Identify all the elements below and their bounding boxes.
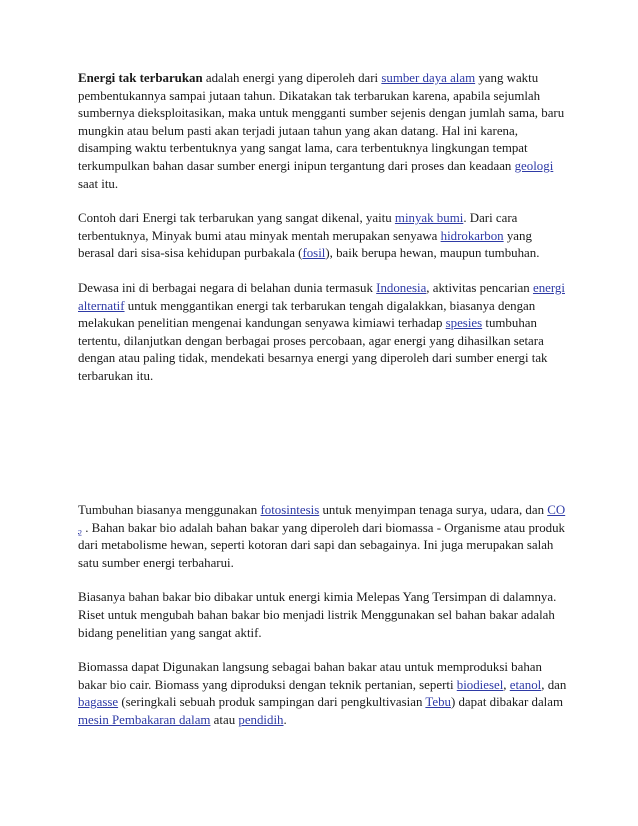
- text: untuk menggantikan energi tak terbarukan tengah digalakkan, biasanya dengan melakukan penelitian mengenai kandungan senyawa kimiawi terhadap: [78, 298, 536, 331]
- text: tumbuhan tertentu, dilanjutkan dengan berbagai proses percobaan, agar energi yang dihasilkan setara dengan atau paling tidak, mendekati besarnya energi yang diperoleh dari sumber energi tak terbarukan itu.: [78, 316, 548, 383]
- text: Biasanya bahan bakar bio dibakar untuk energi kimia Melepas Yang Tersimpan di dalamnya. Riset untuk mengubah bahan bakar bio menjadi listrik Menggunakan sel bahan bakar adalah bidang penelitian yang sangat aktif.: [78, 590, 557, 640]
- link-mesin-pembakaran-dalam[interactable]: mesin Pembakaran dalam: [78, 712, 211, 727]
- text: atau: [210, 712, 239, 727]
- text: Tumbuhan biasanya menggunakan: [78, 503, 261, 517]
- text: Contoh dari Energi tak terbarukan yang sangat dikenal, yaitu: [78, 211, 395, 226]
- paragraph-photosynthesis: [78, 502, 568, 572]
- link-indonesia[interactable]: Indonesia: [376, 280, 427, 295]
- co2-subscript: 2: [78, 528, 82, 538]
- text: saat itu.: [78, 176, 119, 191]
- link-energi-alternatif[interactable]: energi alternatif: [78, 280, 565, 313]
- paragraph-definition: [78, 70, 568, 193]
- text: . Dari cara terbentuknya, Minyak bumi atau minyak mentah merupakan senyawa: [78, 211, 518, 243]
- paragraph-biofuel: [78, 589, 568, 642]
- text: (seringkali sebuah produk sampingan dari pengkultivasian: [118, 695, 426, 710]
- link-geologi[interactable]: geologi: [514, 158, 554, 173]
- link-spesies[interactable]: spesies: [445, 316, 483, 331]
- text: , dan: [541, 677, 567, 692]
- text: untuk menyimpan tenaga surya, udara, dan: [319, 503, 548, 517]
- text: yang berasal dari sisa-sisa kehidupan purbakala (: [78, 228, 532, 261]
- bold-term: Energi tak terbarukan: [78, 71, 203, 85]
- link-hidrokarbon[interactable]: hidrokarbon: [440, 228, 504, 243]
- paragraph-example: [78, 210, 568, 263]
- document-upper-section: [78, 70, 568, 403]
- text: Biomassa dapat Digunakan langsung sebagai bahan bakar atau untuk memproduksi bahan bakar bio cair. Biomass yang diproduksi dengan teknik pertanian, seperti: [78, 660, 542, 692]
- link-tebu[interactable]: Tebu: [425, 695, 451, 710]
- link-fosil[interactable]: fosil: [302, 246, 326, 261]
- text: , aktivitas pencarian: [426, 280, 533, 295]
- link-sumber-daya-alam[interactable]: sumber daya alam: [381, 71, 476, 85]
- co-text: CO: [547, 503, 566, 517]
- link-bagasse[interactable]: bagasse: [78, 695, 119, 710]
- paragraph-alternative: [78, 280, 568, 386]
- text: ) dapat dibakar dalam: [450, 695, 563, 710]
- text: . Bahan bakar bio adalah bahan bakar yang diperoleh dari biomassa - Organisme atau produk dari metabolisme hewan, seperti kotoran dari sapi dan sebagainya. Ini juga merupakan salah satu sumber energi terbaharui.: [78, 520, 565, 570]
- text: Dewasa ini di berbagai negara di belahan dunia termasuk: [78, 280, 377, 295]
- paragraph-biomass: [78, 659, 568, 729]
- link-minyak-bumi[interactable]: minyak bumi: [394, 211, 464, 226]
- link-fotosintesis[interactable]: fotosintesis: [260, 503, 320, 517]
- text: adalah energi yang diperoleh dari: [202, 71, 382, 85]
- document-lower-section: [78, 502, 568, 747]
- link-etanol[interactable]: etanol: [509, 677, 542, 692]
- text: ), baik berupa hewan, maupun tumbuhan.: [325, 246, 540, 261]
- text: .: [283, 712, 287, 727]
- text: ,: [503, 677, 510, 692]
- text: yang waktu pembentukannya sampai jutaan tahun. Dikatakan tak terbarukan karena, apabila sejumlah sumbernya dieksploitasikan, maka untuk mengganti sumber sejenis dengan jumlah sama, baru mungkin atau belum pasti akan terjadi jutaan tahun yang akan datang. Hal ini karena, disamping waktu terbentuknya yang sangat lama, cara terbentuknya lingkungan tempat terkumpulkan bahan dasar sumber energi inipun tergantung dari proses dan keadaan: [78, 71, 565, 173]
- link-pendidih[interactable]: pendidih: [238, 712, 284, 727]
- link-biodiesel[interactable]: biodiesel: [456, 677, 504, 692]
